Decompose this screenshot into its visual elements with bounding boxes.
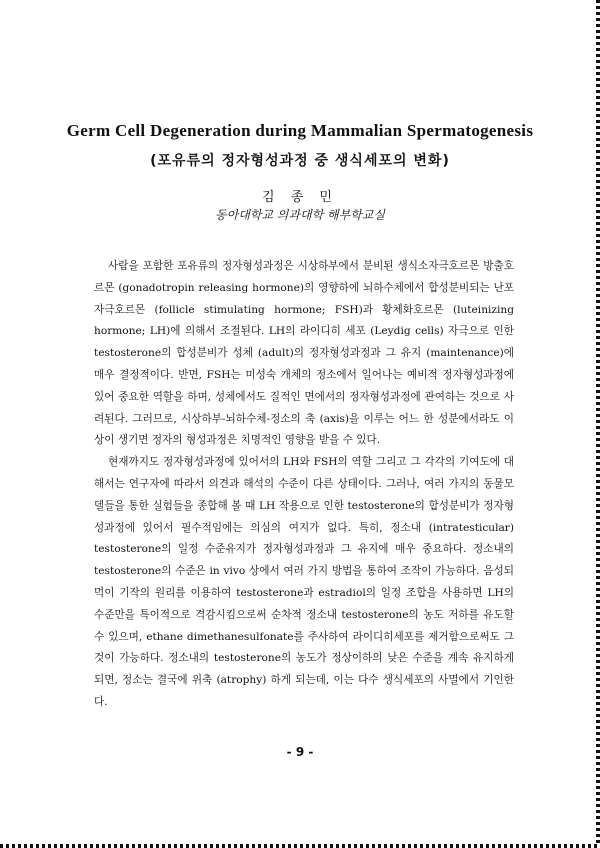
paper-title: Germ Cell Degeneration during Mammalian Spermatogenesis	[66, 121, 534, 140]
page-number: - 9 -	[286, 745, 314, 759]
paragraph-2: 현재까지도 정자형성과정에 있어서의 LH와 FSH의 역할 그리고 그 각각의 기여도에 대해서는 연구자에 따라서 의견과 해석의 수준이 다른 상태이다. 그러나, 여러 가지의 동물모델들을 통한 실험들을 종합해 볼 때 LH 작용으로 인한 testosterone의 합성분비가 정자형성과정에 있어서 필수적임에는 의심의 여지가 없다. 특히, 정소내 (intratesticular) testosterone의 일정 수준유지가 정자형성과정과 그 유지에 매우 중요하다. 정소내의 testosterone의 수준은 in vivo 상에서 여러 가지 방법을 통하여 조작이 가능하다. 음성되먹이 기작의 원리를 이용하여 testosterone과 estradiol의 일정 조합을 사용하면 LH의 수준만을 특이적으로 격감시킴으로써 순차적 정소내 testosterone의 농도 저하를 유도할 수 있으며, ethane dimethanesulfonate를 주사하여 라이디히세포를 제거함으로써도 그것이 가능하다. 정소내의 testosterone의 농도가 정상이하의 낮은 수준을 계속 유지하게 되면, 정소는 결국에 위축 (atrophy) 하게 되는데, 이는 다수 생식세포의 사멸에서 기인한다.	[94, 456, 514, 708]
body-text	[94, 256, 514, 714]
author-affiliation: 동아대학교 의과대학 해부학교실	[215, 208, 385, 222]
paragraph-1: 사람을 포함한 포유류의 정자형성과정은 시상하부에서 분비된 생식소자극호르몬 방출호르몬 (gonadotropin releasing hormone)의 영향하에 뇌하수체에서 합성분비되는 난포자극호르몬 (follicle stimulating hormone; FSH)과 황체화호르몬 (luteinizing hormone; LH)에 의해서 조절된다. LH의 라이디히 세포 (Leydig cells) 자극으로 인한 testosterone의 합성분비가 성체 (adult)의 정자형성과정과 그 유지 (maintenance)에 매우 결정적이다. 반면, FSH는 미성숙 개체의 정소에서 일어나는 예비적 정자형성과정에 있어 중요한 역할을 하며, 성체에서도 질적인 면에서의 정자형성과정에 관여하는 것으로 사려된다. 그러므로, 시상하부-뇌하수체-정소의 축 (axis)을 이루는 어느 한 성분에서라도 이상이 생기면 정자의 형성과정은 치명적인 영향을 받을 수 있다.	[94, 260, 514, 447]
paper-subtitle: (포유류의 정자형성과정 중 생식세포의 변화)	[150, 153, 450, 169]
author-name: 김 종 민	[262, 190, 338, 205]
page-edge-bottom	[0, 844, 600, 848]
